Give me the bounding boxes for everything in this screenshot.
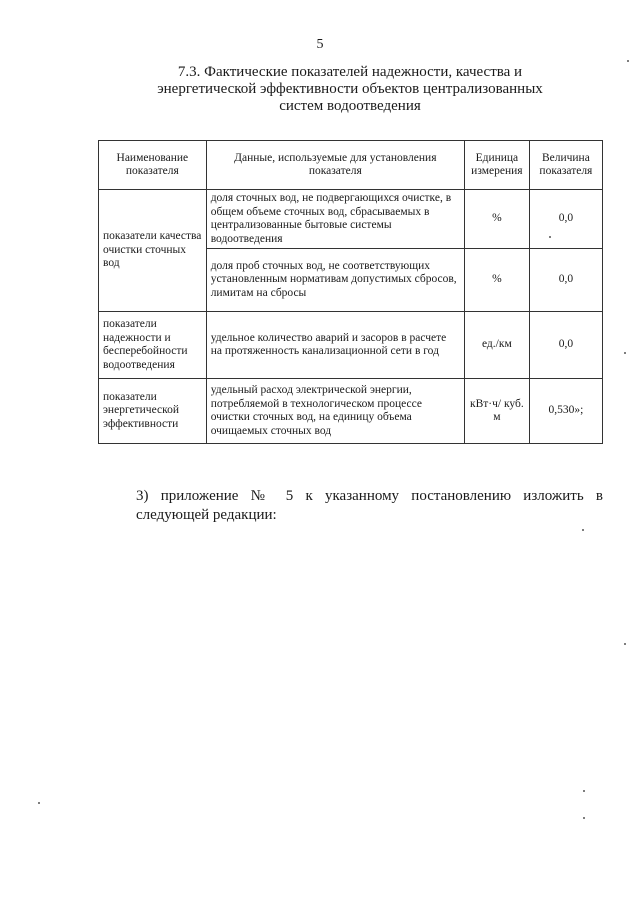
section-title-line: 7.3. Фактические показателей надежности, качества и	[177, 64, 523, 80]
value-cell: 0,0	[529, 190, 602, 249]
header-data-used: Данные, используемые для установления показателя	[206, 141, 464, 190]
scan-speck	[549, 236, 551, 238]
scan-speck	[627, 60, 629, 62]
indicator-name-cell: показатели качества очистки сточных вод	[99, 190, 207, 312]
scan-speck	[624, 352, 626, 354]
value-cell: 0,0	[529, 312, 602, 379]
scan-speck	[38, 802, 40, 804]
unit-cell: ед./км	[464, 312, 529, 379]
page-number: 5	[316, 37, 324, 52]
header-value: Величина показателя	[529, 141, 602, 190]
indicators-table	[98, 140, 603, 444]
table-row	[99, 379, 603, 444]
data-cell: удельный расход электрической энергии, потребляемой в технологическом процессе очистки сточных вод, на единицу объема очищаемых сточных вод	[206, 379, 464, 444]
body-paragraph	[98, 487, 603, 525]
unit-cell: %	[464, 249, 529, 312]
section-title-line: энергетической эффективности объектов централизованных	[157, 81, 543, 97]
scan-speck	[583, 817, 585, 819]
data-cell: доля сточных вод, не подвергающихся очистке, в общем объеме сточных вод, сбрасываемых в централизованные бытовые системы водоотведения	[206, 190, 464, 249]
indicator-name-cell: показатели надежности и бесперебойности водоотведения	[99, 312, 207, 379]
scan-speck	[582, 529, 584, 531]
data-cell: доля проб сточных вод, не соответствующих установленным нормативам допустимых сбросов, лимитам на сбросы	[206, 249, 464, 312]
unit-cell: кВт·ч/ куб. м	[464, 379, 529, 444]
unit-cell: %	[464, 190, 529, 249]
header-indicator-name: Наименование показателя	[99, 141, 207, 190]
scan-speck	[583, 790, 585, 792]
section-title-line: систем водоотведения	[279, 98, 421, 114]
scan-speck	[624, 643, 626, 645]
section-title	[140, 64, 560, 115]
value-cell: 0,0	[529, 249, 602, 312]
indicator-name-cell: показатели энергетической эффективности	[99, 379, 207, 444]
header-unit: Единица измерения	[464, 141, 529, 190]
table-header-row	[99, 141, 603, 190]
table-row	[99, 190, 603, 249]
data-cell: удельное количество аварий и засоров в расчете на протяженность канализационной сети в год	[206, 312, 464, 379]
table-row	[99, 312, 603, 379]
value-cell: 0,530»;	[529, 379, 602, 444]
paragraph-text: 3) приложение № 5 к указанному постановлению изложить в следующей редакции:	[136, 488, 603, 523]
